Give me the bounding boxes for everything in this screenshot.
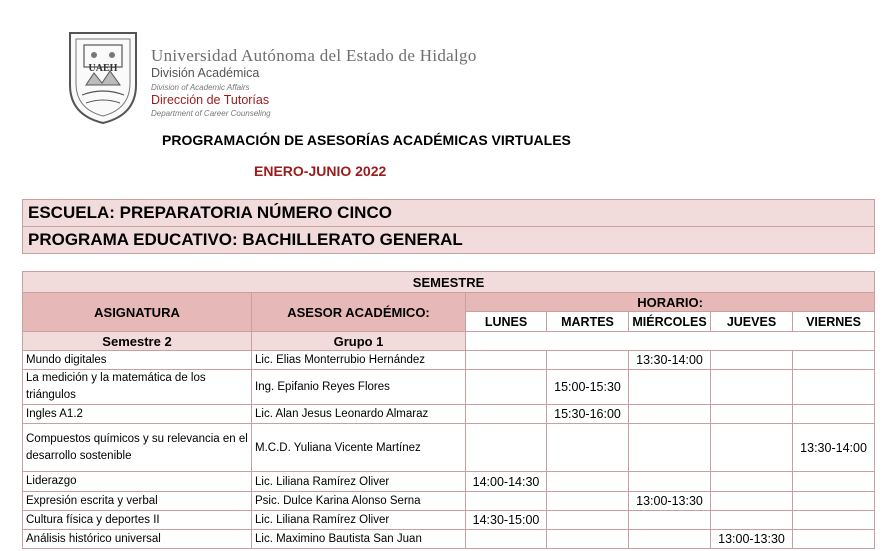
subject-cell: Ingles A1.2 [23,405,252,424]
subject-cell: Cultura física y deportes II [23,511,252,530]
division-name: División Académica [151,66,260,80]
advisor-cell: M.C.D. Yuliana Vicente Martínez [252,424,466,472]
time-cell [629,530,711,549]
time-cell [793,351,875,370]
time-cell: 13:00-13:30 [711,530,793,549]
period-label: ENERO-JUNIO 2022 [254,163,387,179]
time-cell [466,370,547,405]
time-cell [547,351,629,370]
time-cell [466,351,547,370]
schedule-table [22,271,875,549]
time-cell [793,492,875,511]
time-cell [711,472,793,492]
university-name: Universidad Autónoma del Estado de Hidalgo [151,46,477,65]
horario-header: HORARIO: [466,293,875,312]
svg-text:UAEH: UAEH [88,63,118,74]
table-row [23,530,875,549]
time-cell: 13:00-13:30 [629,492,711,511]
advisor-cell: Lic. Liliana Ramírez Oliver [252,511,466,530]
table-row [23,405,875,424]
time-cell [711,511,793,530]
subject-cell: La medición y la matemática de los triángulos [23,370,252,405]
subject-cell: Expresión escrita y verbal [23,492,252,511]
semester-value: Semestre 2 [23,332,252,351]
time-cell [547,472,629,492]
time-cell [547,424,629,472]
advisor-cell: Lic. Maximino Bautista San Juan [252,530,466,549]
time-cell [629,370,711,405]
day-header-jueves: JUEVES [711,312,793,332]
time-cell [711,405,793,424]
program-label: PROGRAMA EDUCATIVO: BACHILLERATO GENERAL [23,226,874,253]
time-cell [629,472,711,492]
time-cell [793,511,875,530]
table-row [23,492,875,511]
time-cell [793,530,875,549]
time-cell: 13:30-14:00 [629,351,711,370]
advisor-cell: Ing. Epifanio Reyes Flores [252,370,466,405]
group-value: Grupo 1 [252,332,466,351]
header-spacer [466,332,875,351]
advisor-cell: Lic. Elias Monterrubio Hernández [252,351,466,370]
day-header-lunes: LUNES [466,312,547,332]
time-cell [547,530,629,549]
time-cell [711,351,793,370]
time-cell [466,405,547,424]
time-cell [547,511,629,530]
time-cell [629,424,711,472]
time-cell [793,405,875,424]
table-row [23,424,875,472]
time-cell: 13:30-14:00 [793,424,875,472]
subject-cell: Liderazgo [23,472,252,492]
advisor-cell: Lic. Alan Jesus Leonardo Almaraz [252,405,466,424]
time-cell [711,492,793,511]
time-cell [793,472,875,492]
day-header-miercoles: MIÉRCOLES [629,312,711,332]
table-row [23,351,875,370]
subject-cell: Compuestos químicos y su relevancia en el desarrollo sostenible [23,424,252,472]
time-cell [466,492,547,511]
time-cell [629,511,711,530]
time-cell: 14:00-14:30 [466,472,547,492]
time-cell [629,405,711,424]
subject-cell: Mundo digitales [23,351,252,370]
time-cell [711,370,793,405]
tutorias-name-en: Department of Career Counseling [151,109,271,118]
time-cell: 15:00-15:30 [547,370,629,405]
asesor-header: ASESOR ACADÉMICO: [252,293,466,332]
division-name-en: Division of Academic Affairs [151,83,250,92]
advisor-cell: Lic. Liliana Ramírez Oliver [252,472,466,492]
asignatura-header: ASIGNATURA [23,293,252,332]
subject-cell: Análisis histórico universal [23,530,252,549]
table-row [23,472,875,492]
school-info-box [22,199,875,254]
university-logo [64,25,142,125]
time-cell [711,424,793,472]
time-cell [547,492,629,511]
semestre-header: SEMESTRE [23,272,875,293]
day-header-viernes: VIERNES [793,312,875,332]
day-header-martes: MARTES [547,312,629,332]
table-row [23,511,875,530]
time-cell [466,530,547,549]
time-cell: 15:30-16:00 [547,405,629,424]
document-title: PROGRAMACIÓN DE ASESORÍAS ACADÉMICAS VIRTUALES [162,132,571,148]
school-label: ESCUELA: PREPARATORIA NÚMERO CINCO [28,203,392,222]
tutorias-name: Dirección de Tutorías [151,93,270,107]
time-cell: 14:30-15:00 [466,511,547,530]
table-row [23,370,875,405]
time-cell [466,424,547,472]
advisor-cell: Psic. Dulce Karina Alonso Serna [252,492,466,511]
time-cell [793,370,875,405]
